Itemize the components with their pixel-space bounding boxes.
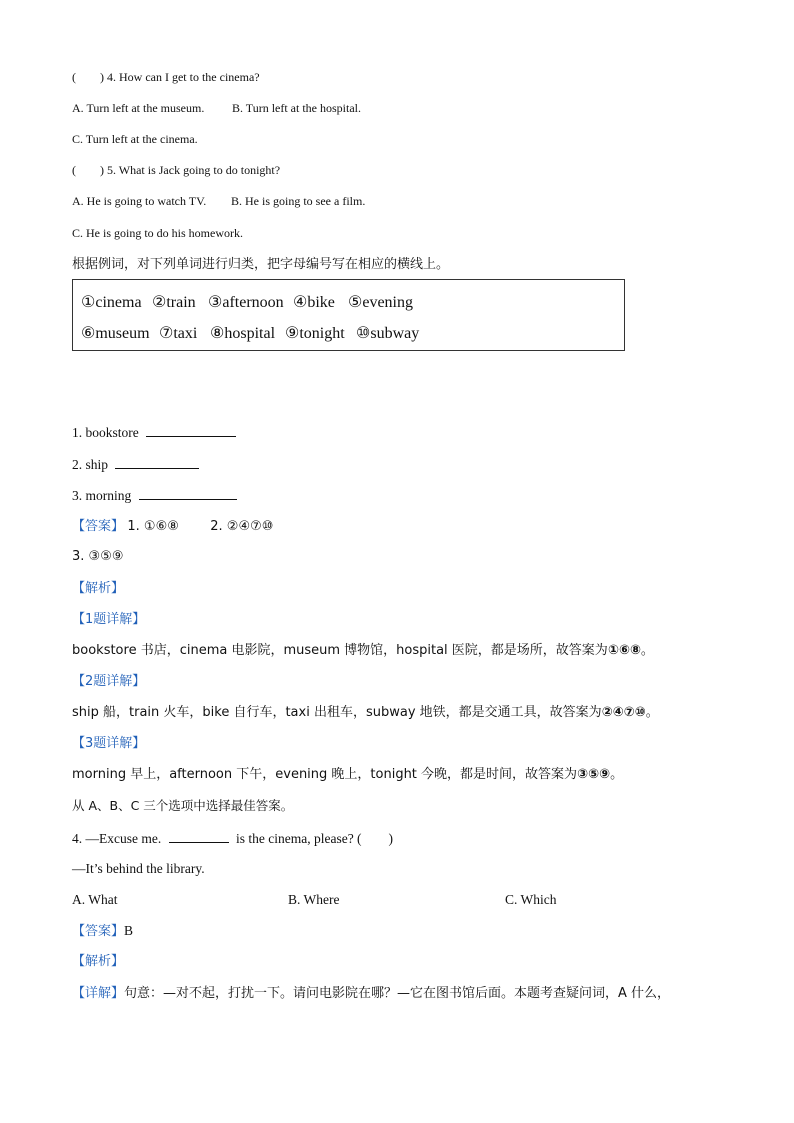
s2-q4-part2: is the cinema, please? ( ) [235, 831, 394, 846]
item-bookstore-label: 1. bookstore [72, 425, 139, 440]
q4-option-b: B. Turn left at the hospital. [232, 101, 361, 115]
answer-part-2: 2. ②④⑦⑩ [210, 519, 274, 534]
word-tonight: ⑨tonight [285, 325, 345, 342]
s2-question-4 [72, 829, 393, 848]
s2-analysis-label: 【解析】 [72, 954, 125, 969]
s2-q4-part1: 4. —Excuse me. [72, 831, 162, 846]
detail-2-text [72, 704, 659, 722]
s2-option-c: C. Which [505, 892, 557, 907]
s2-option-b: B. Where [288, 892, 340, 907]
item-ship-label: 2. ship [72, 457, 109, 472]
s2-detail-text: 句意：—对不起，打扰一下。请问电影院在哪？—它在图书馆后面。本题考查疑问词，A 什么， [124, 986, 671, 1001]
answer-blank [146, 423, 236, 437]
detail-2-answer: ②④⑦⑩ [601, 705, 646, 720]
s2-q4-reply: —It’s behind the library. [72, 861, 205, 876]
detail-2-body: ship 船，train 火车，bike 自行车，taxi 出租车，subway 地铁，都是交通工具，故答案为 [72, 705, 602, 720]
word-afternoon: ③afternoon [208, 294, 284, 311]
q5-option-a: A. He is going to watch TV. [72, 194, 207, 208]
item-ship [72, 455, 199, 474]
detail-3-body: morning 早上，afternoon 下午，evening 晚上，tonight 今晚，都是时间，故答案为 [72, 767, 578, 782]
item-bookstore [72, 423, 236, 442]
detail-3-text [72, 766, 623, 784]
word-taxi: ⑦taxi [159, 325, 198, 342]
s2-detail-line [72, 985, 670, 1003]
detail-1-label: 【1题详解】 [72, 612, 146, 627]
s2-option-a: A. What [72, 892, 118, 907]
word-box [72, 279, 625, 351]
q5-option-c: C. He is going to do his homework. [72, 226, 243, 240]
word-hospital: ⑧hospital [210, 325, 276, 342]
detail-3-answer: ③⑤⑨ [577, 767, 611, 782]
item-morning [72, 486, 237, 505]
q4-stem: ( ) 4. How can I get to the cinema? [72, 70, 260, 84]
word-museum: ⑥museum [81, 325, 150, 342]
answer-part-1: 1. ①⑥⑧ [127, 519, 179, 534]
word-subway: ⑩subway [356, 325, 420, 342]
period: 。 [645, 705, 659, 720]
answer-part-3: 3. ③⑤⑨ [72, 549, 124, 564]
answer-blank [115, 455, 199, 469]
word-evening: ⑤evening [348, 294, 413, 311]
section2-instruction: 从 A、B、C 三个选项中选择最佳答案。 [72, 798, 294, 813]
analysis-label: 【解析】 [72, 581, 125, 596]
detail-1-body: bookstore 书店，cinema 电影院，museum 博物馆，hospital 医院，都是场所，故答案为 [72, 643, 608, 658]
s2-answer-label: 【答案】 [72, 924, 125, 939]
item-morning-label: 3. morning [72, 488, 132, 503]
word-bike: ④bike [293, 294, 335, 311]
answer-line-1 [72, 517, 273, 536]
word-cinema: ①cinema [81, 294, 142, 311]
period: 。 [610, 767, 624, 782]
answer-label: 【答案】 [72, 519, 125, 534]
detail-1-text [72, 642, 654, 660]
period: 。 [640, 643, 654, 658]
detail-1-answer: ①⑥⑧ [607, 643, 641, 658]
detail-2-label: 【2题详解】 [72, 674, 146, 689]
s2-detail-label: 【详解】 [72, 986, 125, 1001]
s2-answer-line [72, 922, 133, 941]
answer-blank [169, 829, 229, 843]
s2-answer-value: B [124, 923, 134, 938]
word-train: ②train [152, 294, 196, 311]
answer-blank [139, 486, 237, 500]
q5-option-b: B. He is going to see a film. [231, 194, 366, 208]
q4-option-c: C. Turn left at the cinema. [72, 132, 198, 146]
q4-option-a: A. Turn left at the museum. [72, 101, 205, 115]
classify-instruction: 根据例词，对下列单词进行归类，把字母编号写在相应的横线上。 [72, 257, 450, 272]
q5-stem: ( ) 5. What is Jack going to do tonight? [72, 163, 281, 177]
detail-3-label: 【3题详解】 [72, 736, 146, 751]
